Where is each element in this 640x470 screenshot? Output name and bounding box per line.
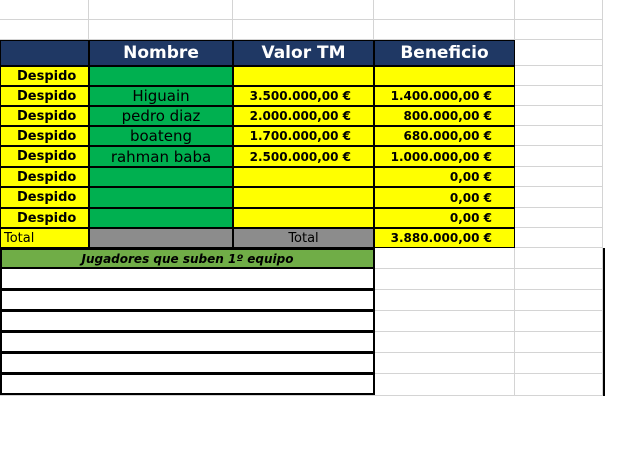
row-valor-cell[interactable] [233,167,374,187]
row-nombre-cell[interactable] [89,187,233,208]
second-table-row[interactable] [0,290,375,311]
grid-cell[interactable] [515,40,603,66]
row-beneficio-cell[interactable]: 800.000,00 € [374,106,515,126]
grid-cell[interactable] [515,0,603,20]
row-beneficio-cell[interactable]: 0,00 € [374,167,515,187]
grid-cell[interactable] [515,146,603,167]
grid-cell[interactable] [515,290,603,311]
second-table-row[interactable] [0,332,375,353]
row-beneficio-cell[interactable]: 680.000,00 € [374,126,515,146]
row-label-cell[interactable]: Despido [0,167,89,187]
row-label-cell[interactable]: Despido [0,106,89,126]
grid-cell[interactable] [374,353,515,374]
row-valor-cell[interactable]: 1.700.000,00 € [233,126,374,146]
row-beneficio-cell[interactable] [374,66,515,86]
row-label-cell[interactable]: Despido [0,86,89,106]
second-table-row[interactable] [0,353,375,374]
grid-cell[interactable] [515,66,603,86]
row-valor-cell[interactable] [233,187,374,208]
grid-cell[interactable] [515,208,603,228]
row-nombre-cell[interactable]: Higuain [89,86,233,106]
row-valor-cell[interactable]: 2.000.000,00 € [233,106,374,126]
grid-cell[interactable] [515,86,603,106]
second-table-row[interactable] [0,269,375,290]
header-beneficio[interactable]: Beneficio [374,40,515,66]
grid-cell[interactable] [374,0,515,20]
grid-cell[interactable] [89,20,233,40]
row-label-cell[interactable]: Despido [0,187,89,208]
total-label-cell[interactable]: Total [0,228,89,248]
row-label-cell[interactable]: Despido [0,146,89,167]
grid-cell[interactable] [515,248,603,269]
row-nombre-cell[interactable] [89,167,233,187]
header-nombre[interactable]: Nombre [89,40,233,66]
grid-cell[interactable] [233,20,374,40]
total-beneficio-cell[interactable]: 3.880.000,00 € [374,228,515,248]
row-label-cell[interactable]: Despido [0,66,89,86]
row-beneficio-cell[interactable]: 0,00 € [374,208,515,228]
grid-cell[interactable] [374,248,515,269]
grid-cell[interactable] [515,269,603,290]
row-nombre-cell[interactable]: pedro diaz [89,106,233,126]
grid-cell[interactable] [515,167,603,187]
grid-cell[interactable] [515,374,603,396]
grid-cell[interactable] [374,311,515,332]
second-table-row[interactable] [0,374,375,395]
grid-cell[interactable] [515,353,603,374]
second-table-right-border [603,248,605,396]
row-beneficio-cell[interactable]: 0,00 € [374,187,515,208]
grid-cell[interactable] [515,20,603,40]
row-nombre-cell[interactable]: rahman baba [89,146,233,167]
grid-cell[interactable] [374,290,515,311]
row-label-cell[interactable]: Despido [0,126,89,146]
row-nombre-cell[interactable] [89,66,233,86]
row-nombre-cell[interactable]: boateng [89,126,233,146]
grid-cell[interactable] [515,311,603,332]
grid-cell[interactable] [374,20,515,40]
grid-cell[interactable] [0,0,89,20]
row-valor-cell[interactable] [233,66,374,86]
grid-cell[interactable] [89,0,233,20]
row-beneficio-cell[interactable]: 1.400.000,00 € [374,86,515,106]
row-valor-cell[interactable]: 2.500.000,00 € [233,146,374,167]
total-valor-cell[interactable]: Total [233,228,374,248]
grid-cell[interactable] [374,374,515,396]
row-nombre-cell[interactable] [89,208,233,228]
header-valor-tm[interactable]: Valor TM [233,40,374,66]
header-blank-cell[interactable] [0,40,89,66]
grid-cell[interactable] [515,228,603,248]
grid-cell[interactable] [515,126,603,146]
row-valor-cell[interactable] [233,208,374,228]
grid-cell[interactable] [374,269,515,290]
grid-cell[interactable] [374,332,515,353]
row-label-cell[interactable]: Despido [0,208,89,228]
grid-cell[interactable] [515,106,603,126]
grid-cell[interactable] [515,332,603,353]
grid-cell[interactable] [233,0,374,20]
total-nombre-cell[interactable] [89,228,233,248]
grid-cell[interactable] [515,187,603,208]
row-beneficio-cell[interactable]: 1.000.000,00 € [374,146,515,167]
second-table-title[interactable]: Jugadores que suben 1º equipo [0,248,375,269]
grid-cell[interactable] [0,20,89,40]
row-valor-cell[interactable]: 3.500.000,00 € [233,86,374,106]
second-table-row[interactable] [0,311,375,332]
